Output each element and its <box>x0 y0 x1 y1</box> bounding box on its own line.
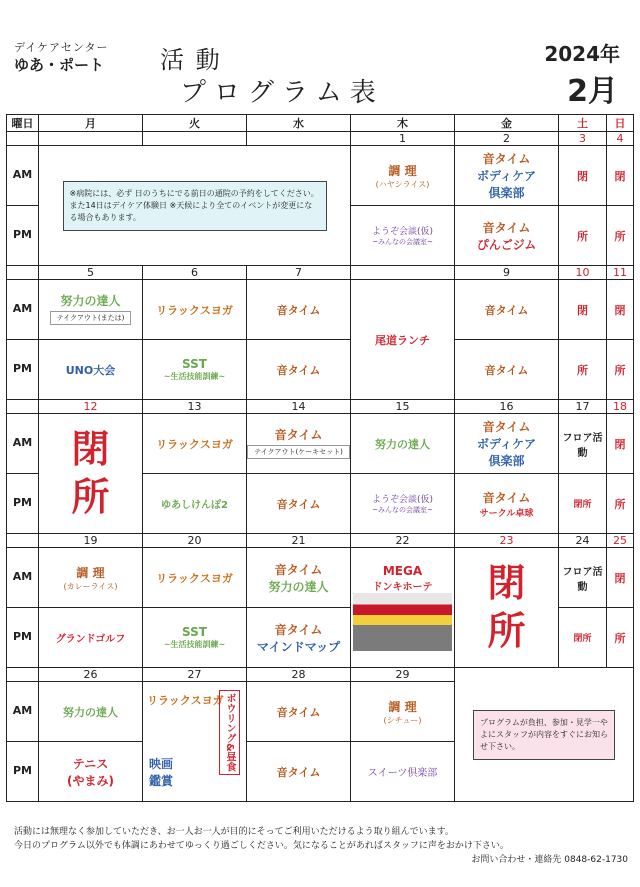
closed-label: 閉 <box>71 427 110 471</box>
activity: 音タイム <box>274 428 323 442</box>
date: 4 <box>607 132 634 146</box>
takeout-box: テイクアウト(ケーキセット) <box>247 445 350 459</box>
activity: (やまみ) <box>67 773 114 788</box>
closed-label: 所 <box>607 474 634 534</box>
date: 14 <box>247 400 351 414</box>
date: 10 <box>559 266 607 280</box>
closed-label: 所 <box>607 206 634 266</box>
closed-label: 閉所 <box>559 474 607 534</box>
activity: ようぞ会談(仮) <box>371 227 434 237</box>
activity: テニス <box>72 756 109 771</box>
closed-cell <box>455 548 559 668</box>
date-row <box>7 266 634 280</box>
center-name <box>14 40 108 76</box>
closed-label: 閉所 <box>559 608 607 668</box>
activity-sub: (カレーライス) <box>63 581 118 591</box>
pink-note-cell <box>455 668 634 802</box>
date: 26 <box>39 668 143 682</box>
activity: ぴんごジム <box>476 237 537 252</box>
closed-label: 閉 <box>559 146 607 206</box>
activity: フロア活動 <box>559 548 607 608</box>
date-row <box>7 534 634 548</box>
cell <box>39 742 143 802</box>
date: 15 <box>351 400 455 414</box>
activity-sub: ~生活技能訓練~ <box>163 372 226 381</box>
cell <box>143 608 247 668</box>
date: 27 <box>143 668 247 682</box>
activity: グランドゴルフ <box>39 608 143 668</box>
activity-sub: (ハヤシライス) <box>375 179 430 189</box>
date: 21 <box>247 534 351 548</box>
month: 2月 <box>567 74 618 109</box>
weekday: 日 <box>607 115 634 132</box>
date: 12 <box>39 400 143 414</box>
activity: リラックスヨガ <box>143 280 247 340</box>
closed-label: 所 <box>71 474 110 519</box>
activity: 音タイム <box>274 622 323 637</box>
pm-label: PM <box>7 206 39 266</box>
closed-label: 閉 <box>607 548 634 608</box>
activity: 音タイム <box>455 280 559 340</box>
activity: 調 理 <box>76 565 105 580</box>
activity: MEGA <box>382 564 423 578</box>
closed-cell <box>39 414 143 534</box>
date-row <box>7 400 634 414</box>
cell <box>455 206 559 266</box>
activity: 音タイム <box>247 280 351 340</box>
date: 13 <box>143 400 247 414</box>
notice-box: ※病院には、必ず 日のうちにでる前日の通院の予約をしてください。また14日はデイケア体験日 ※天候により全てのイベントが変更になる場合もあります。 <box>63 181 327 231</box>
activity: 音タイム <box>247 340 351 400</box>
activity: 倶楽部 <box>488 454 525 468</box>
pm-label: PM <box>7 742 39 802</box>
weekday: 木 <box>351 115 455 132</box>
activity: SST <box>182 357 207 371</box>
footer-line2: 今日のプログラム以外でも体調にあわせてゆっくり過ごしください。気になることがあればスタッフに声をおかけ下さい。 <box>14 840 509 851</box>
activity: SST <box>182 625 207 639</box>
year: 2024年 <box>544 42 620 66</box>
pm-label: PM <box>7 608 39 668</box>
activity: 努力の達人 <box>39 682 143 742</box>
date: 1 <box>351 132 455 146</box>
date: 18 <box>607 400 634 414</box>
cell <box>247 608 351 668</box>
pink-note-box: プログラムが負担、参加・見学一やよにスタッフが内容をすぐにお知らせ下さい。 <box>473 710 615 760</box>
date: 19 <box>39 534 143 548</box>
date: 23 <box>455 534 559 548</box>
activity: 音タイム <box>482 152 531 166</box>
activity: ボディケア <box>476 169 537 183</box>
cell <box>351 146 455 206</box>
am-row <box>7 146 634 206</box>
cell <box>351 548 455 668</box>
date: 6 <box>143 266 247 280</box>
am-row <box>7 280 634 340</box>
takeout-box: テイクアウト(または) <box>50 311 132 325</box>
am-label: AM <box>7 280 39 340</box>
am-label: AM <box>7 682 39 742</box>
weekday: 火 <box>143 115 247 132</box>
activity: フロア活動 <box>559 414 607 474</box>
date-row <box>7 668 634 682</box>
activity: UNO大会 <box>39 340 143 400</box>
weekday: 水 <box>247 115 351 132</box>
activity-sub: (シチュー) <box>383 715 422 725</box>
bowling-note: ボウリング&昼食 <box>219 690 240 775</box>
cell <box>351 474 455 534</box>
date-row <box>7 132 634 146</box>
am-label: AM <box>7 548 39 608</box>
activity: 倶楽部 <box>488 186 525 200</box>
date: 7 <box>247 266 351 280</box>
activity: ようぞ会談(仮) <box>371 495 434 505</box>
activity: ドンキホーテ <box>372 582 433 593</box>
contact-line: お問い合わせ・連絡先 0848-62-1730 <box>471 854 628 865</box>
activity: 音タイム <box>482 420 531 434</box>
activity: 音タイム <box>482 220 531 235</box>
cell <box>143 682 247 802</box>
cell <box>39 548 143 608</box>
cell <box>351 682 455 742</box>
activity: サークル卓球 <box>479 508 534 519</box>
weekday: 月 <box>39 115 143 132</box>
cell <box>455 414 559 474</box>
notice-cell <box>39 146 351 266</box>
closed-label: 閉 <box>559 280 607 340</box>
activity: 音タイム <box>274 562 323 577</box>
weekday-header <box>7 115 634 132</box>
date: 28 <box>247 668 351 682</box>
activity: 音タイム <box>482 490 531 505</box>
activity: 音タイム <box>247 682 351 742</box>
activity: 努力の達人 <box>60 294 121 308</box>
closed-label: 所 <box>559 206 607 266</box>
closed-label: 閉 <box>607 280 634 340</box>
cell <box>455 146 559 206</box>
am-row <box>7 414 634 474</box>
am-row <box>7 548 634 608</box>
activity: 音タイム <box>455 340 559 400</box>
closed-label: 所 <box>559 340 607 400</box>
activity: リラックスヨガ <box>143 548 247 608</box>
activity: ゆあしけんぽ2 <box>143 474 247 534</box>
closed-label: 閉 <box>487 561 526 605</box>
am-label: AM <box>7 414 39 474</box>
pm-label: PM <box>7 474 39 534</box>
cell <box>455 474 559 534</box>
activity: 調 理 <box>388 163 417 178</box>
activity-sub: ~みんなの会議室~ <box>372 238 433 246</box>
activity: 音タイム <box>247 474 351 534</box>
closed-label: 所 <box>487 608 526 653</box>
date: 3 <box>559 132 607 146</box>
activity: 努力の達人 <box>351 414 455 474</box>
cell <box>247 414 351 474</box>
weekday: 土 <box>559 115 607 132</box>
activity: リラックスヨガ <box>143 414 247 474</box>
closed-label: 所 <box>607 608 634 668</box>
date: 29 <box>351 668 455 682</box>
activity-sub: ~みんなの会議室~ <box>372 506 433 514</box>
date: 22 <box>351 534 455 548</box>
center-line1: デイケアセンター <box>14 41 109 54</box>
footer-line1: 活動には無理なく参加していただき、お一人お一人が目的にそってご利用いただけるよう取り組んでいます。 <box>14 827 454 837</box>
date: 20 <box>143 534 247 548</box>
date: 16 <box>455 400 559 414</box>
am-label: AM <box>7 146 39 206</box>
activity: スイーツ倶楽部 <box>351 742 455 802</box>
closed-label: 所 <box>607 340 634 400</box>
date: 9 <box>455 266 559 280</box>
date: 17 <box>559 400 607 414</box>
weekday: 曜日 <box>7 115 39 132</box>
schedule-table <box>6 114 634 802</box>
cell <box>39 280 143 340</box>
activity: マインドマップ <box>256 639 341 654</box>
closed-label: 閉 <box>607 146 634 206</box>
center-line2: ゆあ・ポート <box>14 56 105 75</box>
activity: 努力の達人 <box>268 579 329 594</box>
closed-label: 閉 <box>607 414 634 474</box>
cell <box>247 548 351 608</box>
cell <box>351 206 455 266</box>
store-photo <box>353 593 452 651</box>
date: 11 <box>607 266 634 280</box>
activity: リラックスヨガ <box>147 694 224 707</box>
date: 24 <box>559 534 607 548</box>
pm-label: PM <box>7 340 39 400</box>
header <box>0 0 640 112</box>
activity: ボディケア <box>476 437 537 451</box>
date: 5 <box>39 266 143 280</box>
activity: 鑑賞 <box>149 774 174 788</box>
cell <box>143 340 247 400</box>
activity: 調 理 <box>388 699 417 714</box>
date: 2 <box>455 132 559 146</box>
title-line1: 活 動 <box>160 46 222 74</box>
footer <box>14 826 628 868</box>
activity: 映画 <box>149 757 174 771</box>
activity: 音タイム <box>247 742 351 802</box>
title-line2: プログラム表 <box>180 78 384 108</box>
activity: 尾道ランチ <box>351 280 455 400</box>
date: 25 <box>607 534 634 548</box>
pm-row <box>7 340 634 400</box>
activity-sub: ~生活技能訓練~ <box>163 640 226 649</box>
weekday: 金 <box>455 115 559 132</box>
